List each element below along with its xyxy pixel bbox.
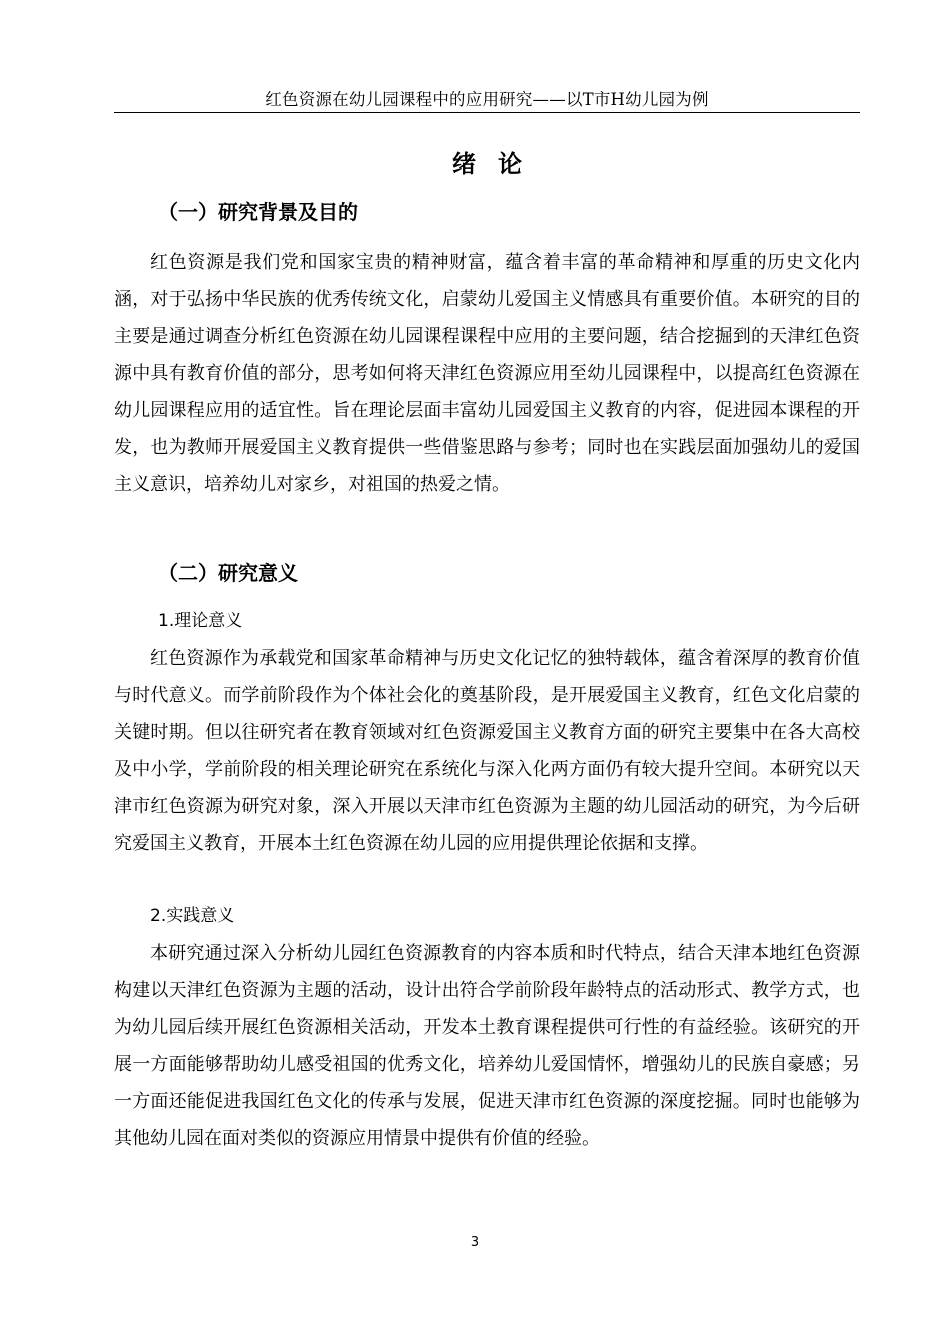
header-rule — [114, 112, 860, 113]
sub-heading-practice: 2.实践意义 — [150, 906, 235, 926]
sub-heading-theory: 1.理论意义 — [158, 611, 243, 631]
section-heading-background: （一）研究背景及目的 — [158, 200, 358, 224]
section-heading-significance: （二）研究意义 — [158, 561, 298, 585]
paragraph-practice: 本研究通过深入分析幼儿园红色资源教育的内容本质和时代特点，结合天津本地红色资源构建以天津红色资源为主题的活动，设计出符合学前阶段年龄特点的活动形式、教学方式，也为幼儿园后续开展红色资源相关活动，开发本土教育课程提供可行性的有益经验。该研究的开展一方面能够帮助幼儿感受祖国的优秀文化，培养幼儿爱国情怀，增强幼儿的民族自豪感；另一方面还能促进我国红色文化的传承与发展，促进天津市红色资源的深度挖掘。同时也能够为其他幼儿园在面对类似的资源应用情景中提供有价值的经验。 — [114, 943, 860, 1149]
paragraph-background: 红色资源是我们党和国家宝贵的精神财富，蕴含着丰富的革命精神和厚重的历史文化内涵，对于弘扬中华民族的优秀传统文化，启蒙幼儿爱国主义情感具有重要价值。本研究的目的主要是通过调查分析红色资源在幼儿园课程课程中应用的主要问题，结合挖掘到的天津红色资源中具有教育价值的部分，思考如何将天津红色资源应用至幼儿园课程中，以提高红色资源在幼儿园课程应用的适宜性。旨在理论层面丰富幼儿园爱国主义教育的内容，促进园本课程的开发，也为教师开展爱国主义教育提供一些借鉴思路与参考；同时也在实践层面加强幼儿的爱国主义意识，培养幼儿对家乡，对祖国的热爱之情。 — [114, 252, 860, 495]
page-number: 3 — [470, 1235, 480, 1250]
chapter-title: 绪论 — [452, 150, 544, 178]
paragraph-theory: 红色资源作为承载党和国家革命精神与历史文化记忆的独特载体，蕴含着深厚的教育价值与时代意义。而学前阶段作为个体社会化的奠基阶段，是开展爱国主义教育，红色文化启蒙的关键时期。但以往研究者在教育领域对红色资源爱国主义教育方面的研究主要集中在各大高校及中小学，学前阶段的相关理论研究在系统化与深入化两方面仍有较大提升空间。本研究以天津市红色资源为研究对象，深入开展以天津市红色资源为主题的幼儿园活动的研究，为今后研究爱国主义教育，开展本土红色资源在幼儿园的应用提供理论依据和支撑。 — [114, 648, 860, 854]
running-header: 红色资源在幼儿园课程中的应用研究——以T市H幼儿园为例 — [265, 90, 709, 109]
